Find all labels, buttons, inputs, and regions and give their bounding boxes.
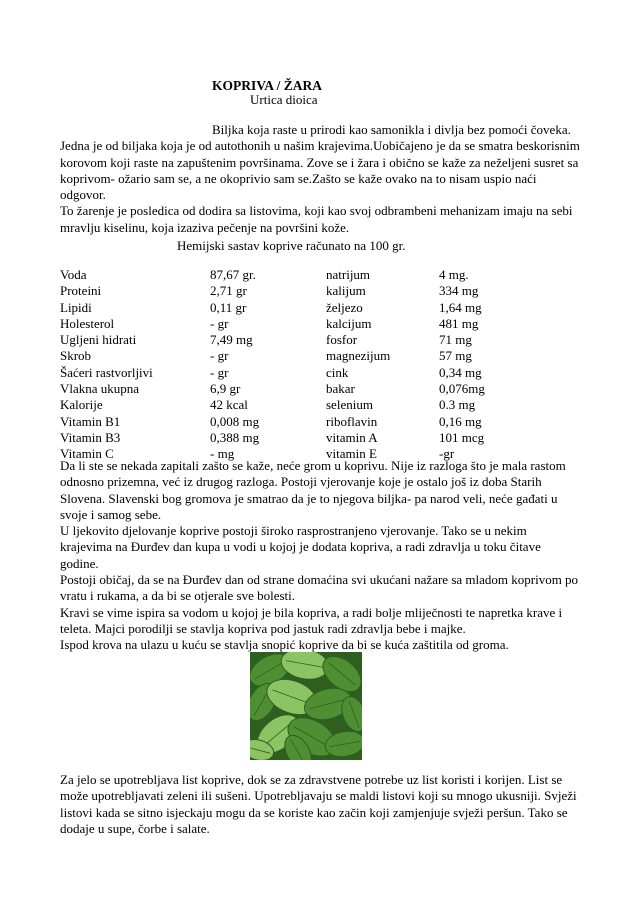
- mineral-name: kalijum: [326, 283, 366, 299]
- mineral-name: željezo: [326, 299, 363, 315]
- mineral-amount: 57 mg: [439, 348, 472, 364]
- mineral-name: bakar: [326, 381, 355, 397]
- mineral-name: selenium: [326, 397, 373, 413]
- mineral-name: vitamin E: [326, 446, 377, 462]
- mineral-name: cink: [326, 364, 349, 380]
- body-paragraph-3: Postoji običaj, da se na Đurđev dan od strane domaćina svi ukućani nažare sa mladom koprivom po vratu i rukama, a da bi se otjerale sve bolesti.: [60, 572, 579, 604]
- mineral-name: natrijum: [326, 267, 371, 282]
- nutrient-name: Holesterol: [60, 315, 115, 331]
- body-section: [60, 458, 580, 654]
- mineral-amount: 0,16 mg: [439, 413, 482, 429]
- mineral-amount: 101 mcg: [439, 429, 485, 445]
- body-paragraph-2: U ljekovito djelovanje koprive postoji široko rasprostranjeno vjerovanje. Tako se u nekim krajevima na Đurđev dan kupa u vodi u kojoj je dodata kopriva, a radi zdravlja u toku čitave godine.: [60, 523, 541, 571]
- document-title: KOPRIVA / ŽARA: [212, 78, 323, 93]
- nettle-photo: [250, 652, 362, 760]
- nutrient-amount: - mg: [210, 446, 235, 462]
- nutrient-amount: 0,388 mg: [210, 429, 260, 445]
- nutrient-name: Lipidi: [60, 299, 92, 315]
- mineral-amount: 71 mg: [439, 332, 472, 348]
- nutrient-amount: - gr: [210, 315, 229, 331]
- nutrient-name: Ugljeni hidrati: [60, 332, 137, 348]
- body-paragraph-1: Da li ste se nekada zapitali zašto se kaže, neće grom u koprivu. Nije iz razloga što je mala rastom odnosno prizemna, već iz drugog razloga. Postoji vjerovanje koje je ostalo još iz doba Starih Slovena. Slavenski bog gromova je smatrao da je to njegova biljka- pa narod veli, neće gađati u svoje i samog sebe.: [60, 458, 566, 522]
- mineral-name: magnezijum: [326, 348, 391, 364]
- intro-section: [60, 122, 580, 236]
- nutrient-amount: 42 kcal: [210, 397, 248, 413]
- mineral-amount: 0.3 mg: [439, 397, 476, 413]
- intro-paragraph-2: To žarenje je posledica od dodira sa listovima, koji kao svoj odbrambeni mehanizam imaju na sebi mravlju kiselinu, koja izaziva pečenje na površini kože.: [60, 203, 573, 235]
- nutrient-name: Šaćeri rastvorljivi: [60, 364, 153, 380]
- nutrient-amount: 87,67 gr.: [210, 267, 256, 282]
- mineral-amount: 0,076mg: [439, 381, 485, 397]
- mineral-name: fosfor: [326, 332, 358, 348]
- latin-name: Urtica dioica: [250, 92, 318, 107]
- nutrient-name: Vlakna ukupna: [60, 381, 140, 397]
- closing-section: [60, 772, 580, 837]
- mineral-amount: 1,64 mg: [439, 299, 482, 315]
- nutrient-name: Vitamin B1: [60, 413, 121, 429]
- mineral-amount: -gr: [439, 446, 455, 462]
- nutrient-amount: 7,49 mg: [210, 332, 253, 348]
- mineral-name: kalcijum: [326, 315, 372, 331]
- nutrient-amount: - gr: [210, 364, 229, 380]
- nutrient-name: Proteini: [60, 283, 102, 299]
- body-paragraph-5: Ispod krova na ulazu u kuću se stavlja snopić koprive da bi se kuća zaštitila od groma.: [60, 637, 509, 653]
- nutrient-amount: 0,11 gr: [210, 299, 247, 315]
- mineral-amount: 481 mg: [439, 315, 479, 331]
- mineral-amount: 334 mg: [439, 283, 479, 299]
- nettle-leaves-image: [250, 652, 362, 760]
- nutrient-amount: 0,008 mg: [210, 413, 260, 429]
- mineral-amount: 0,34 mg: [439, 364, 482, 380]
- nutrient-name: Vitamin B3: [60, 429, 121, 445]
- closing-paragraph: Za jelo se upotrebljava list koprive, dok se za zdravstvene potrebe uz list koristi i korijen. List se može upotrebljavati zeleni ili sušeni. Upotrebljavaju se maldi listovi koji su mnogo ukusniji. Svježi listovi kada se sitno isjeckaju mogu da se koriste kao začin koji zamjenjuje svježi peršun. Tako se dodaje u supe, čorbe i salate.: [60, 772, 577, 836]
- nutrient-name: Vitamin C: [60, 446, 114, 462]
- nutrient-name: Voda: [60, 267, 87, 282]
- mineral-name: vitamin A: [326, 429, 378, 445]
- nutrient-amount: - gr: [210, 348, 229, 364]
- mineral-name: riboflavin: [326, 413, 378, 429]
- intro-paragraph-1: Biljka koja raste u prirodi kao samonikla i divlja bez pomoći čoveka. Jedna je od biljaka koja je od autothonih u našim krajevima.Uobičajeno je da se smatra beskorisnim korovom koji raste na zapuštenim površinama. Zove se i žara i obično se kaže za neželjeni susret sa koprivom- ožario sam se, a ne okoprivio sam se.Zašto se kaže ovako na to nisam uspio naći odgovor.: [60, 122, 580, 203]
- composition-heading: Hemijski sastav koprive računato na 100 gr.: [177, 238, 406, 253]
- body-paragraph-4: Kravi se vime ispira sa vodom u kojoj je bila kopriva, a radi bolje mliječnosti te napretka krave i teleta. Majci porodilji se stavlja kopriva pod jastuk radi zdravlja bebe i majke.: [60, 604, 563, 636]
- nutrient-name: Skrob: [60, 348, 92, 364]
- mineral-amount: 4 mg.: [439, 267, 469, 282]
- nutrient-name: Kalorije: [60, 397, 103, 413]
- nutrient-amount: 6,9 gr: [210, 381, 241, 397]
- nutrient-amount: 2,71 gr: [210, 283, 247, 299]
